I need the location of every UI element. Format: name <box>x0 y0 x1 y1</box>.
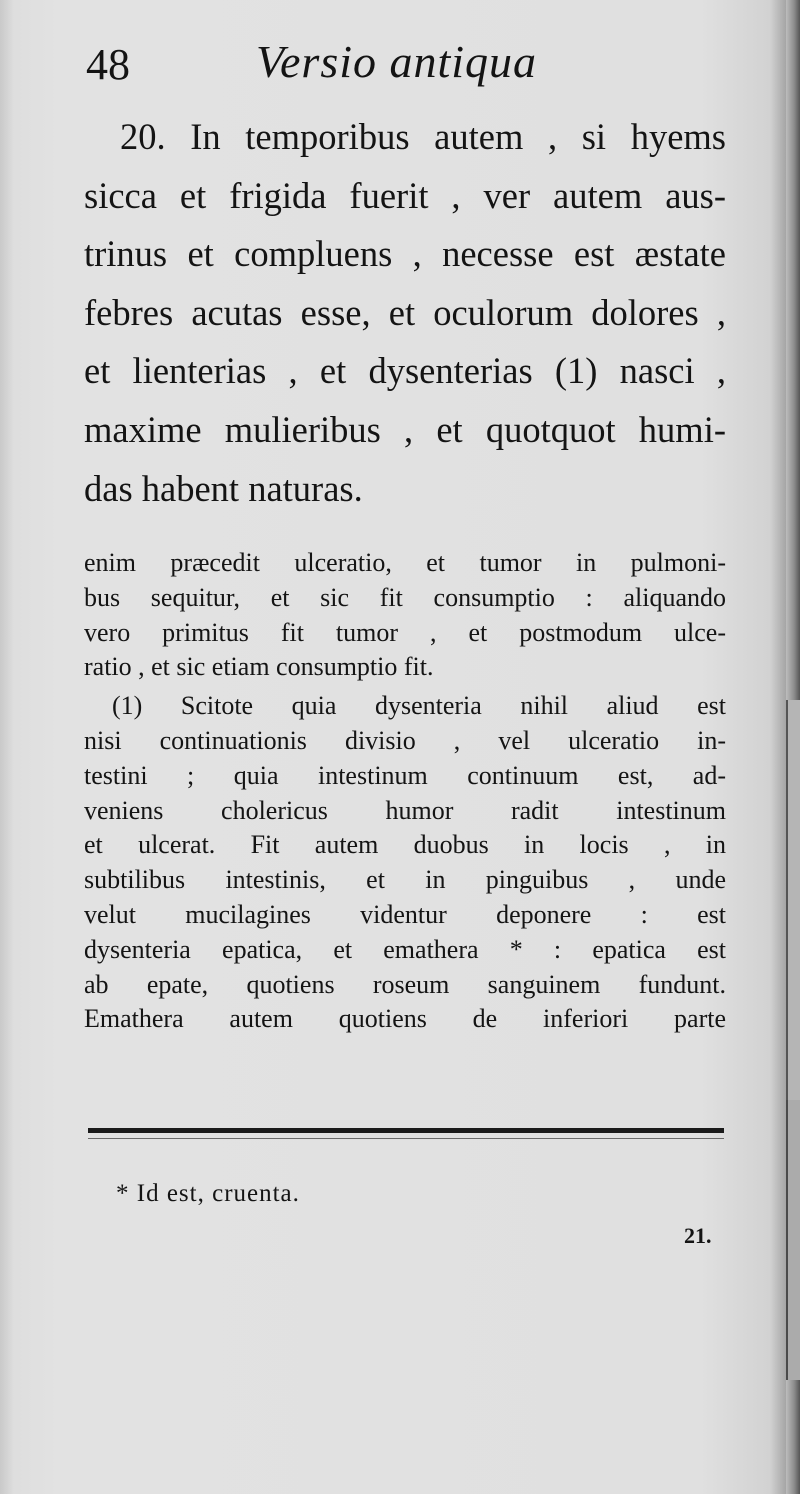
running-head <box>86 34 726 94</box>
note-line: veniens cholericus humor radit intestinum <box>84 795 726 825</box>
note-line: bus sequitur, et sic fit consumptio : aliquando <box>84 582 726 612</box>
note-line: testini ; quia intestinum continuum est, ad- <box>84 760 726 790</box>
footnote: * Id est, cruenta. <box>116 1180 300 1207</box>
page-edge-tab <box>786 1100 800 1380</box>
main-text-line: 20. In temporibus autem , si hyems <box>120 116 726 157</box>
note-line: vero primitus fit tumor , et postmodum ulce- <box>84 617 726 647</box>
main-paragraph <box>84 108 726 518</box>
page-number: 48 <box>86 40 130 89</box>
note-dysenteria <box>84 689 726 1037</box>
commentary-notes <box>84 546 726 1037</box>
note-line: (1) Scitote quia dysenteria nihil aliud est <box>112 691 726 721</box>
page-title: Versio antiqua <box>256 36 538 87</box>
note-line: velut mucilagines videntur deponere : est <box>84 899 726 929</box>
main-text-line: das habent naturas. <box>84 467 363 509</box>
note-line: enim præcedit ulceratio, et tumor in pulmoni- <box>84 548 726 577</box>
main-text-line: trinus et compluens , necesse est æstate <box>84 233 726 275</box>
page-edge-tab <box>786 700 800 1100</box>
footnote-rule-thin <box>88 1138 724 1139</box>
main-text-line: maxime mulieribus , et quotquot humi- <box>84 408 726 450</box>
main-text-line: febres acutas esse, et oculorum dolores , <box>84 291 726 333</box>
catchword: 21. <box>684 1223 712 1248</box>
main-text-line: et lienterias , et dysenterias (1) nasci , <box>84 350 726 392</box>
note-line: subtilibus intestinis, et in pinguibus , unde <box>84 865 726 895</box>
note-line: ratio , et sic etiam consumptio fit. <box>84 652 434 682</box>
note-line: dysenteria epatica, et emathera * : epatica est <box>84 934 726 964</box>
note-line: et ulcerat. Fit autem duobus in locis , in <box>84 830 726 860</box>
note-line: nisi continuationis divisio , vel ulceratio in- <box>84 725 726 755</box>
note-line: ab epate, quotiens roseum sanguinem fundunt. <box>84 969 726 999</box>
footnote-rule <box>88 1128 724 1133</box>
note-line: Emathera autem quotiens de inferiori parte <box>84 1004 726 1034</box>
main-text-line: sicca et frigida fuerit , ver autem aus- <box>84 174 726 216</box>
note-continuation <box>84 546 726 685</box>
